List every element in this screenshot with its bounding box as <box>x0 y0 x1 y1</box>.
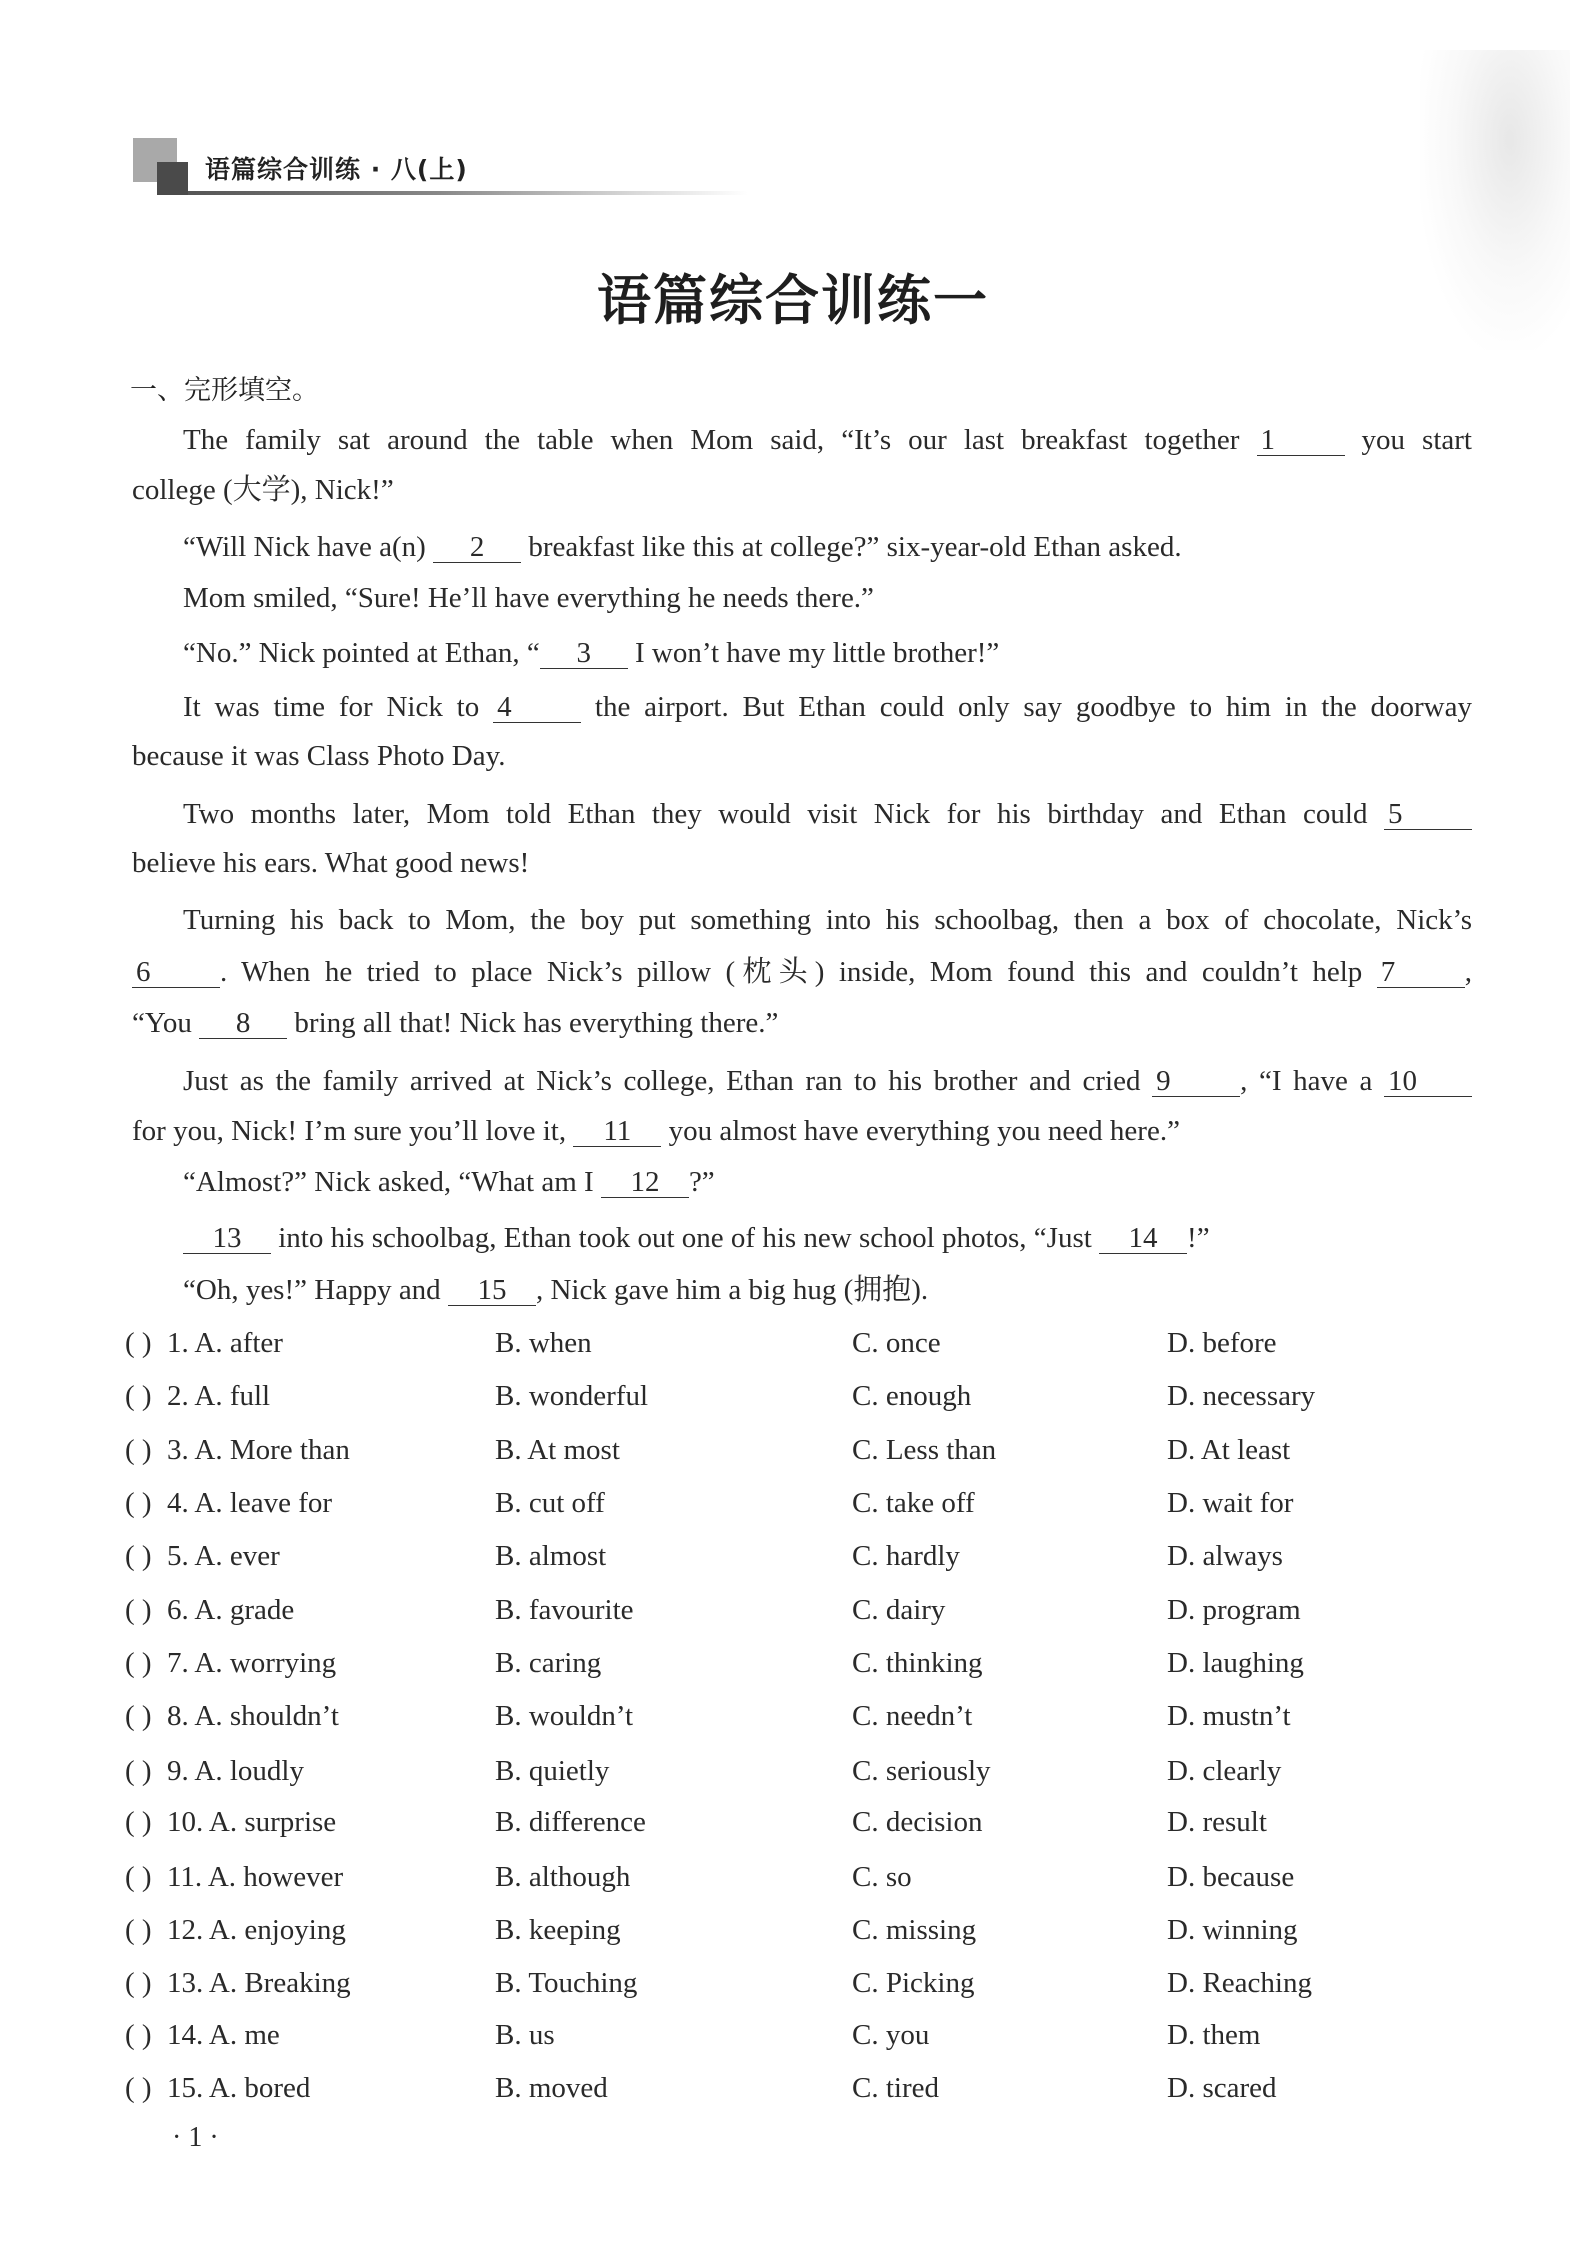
passage-text: . When he tried to place Nick’s pillow (枕头) inside, Mom found this and couldn’t help <box>220 956 1377 988</box>
option-a[interactable]: 10. A. surprise <box>167 1806 337 1838</box>
answer-paren[interactable]: ( ) <box>125 2019 152 2051</box>
option-d[interactable]: D. winning <box>1167 1914 1298 1946</box>
question-row <box>125 1592 1425 1628</box>
question-row <box>125 1965 1425 2001</box>
passage-text: It was time for Nick to <box>183 691 494 723</box>
option-a[interactable]: 13. A. Breaking <box>167 1967 351 1999</box>
passage-text: “Oh, yes!” Happy and <box>183 1274 448 1306</box>
option-b[interactable]: B. difference <box>495 1806 646 1838</box>
passage-text: believe his ears. What good news! <box>132 847 530 879</box>
header-rule <box>188 191 748 195</box>
answer-blank[interactable]: 13 <box>183 1223 271 1254</box>
option-a[interactable]: 2. A. full <box>167 1380 271 1412</box>
passage-line <box>132 902 1472 938</box>
answer-paren[interactable]: ( ) <box>125 1861 152 1893</box>
option-b[interactable]: B. caring <box>495 1647 602 1679</box>
option-a[interactable]: 6. A. grade <box>167 1594 295 1626</box>
answer-blank[interactable]: 4 <box>493 692 581 723</box>
option-c[interactable]: C. so <box>852 1861 912 1893</box>
passage-text: “Almost?” Nick asked, “What am I <box>183 1166 601 1198</box>
option-b[interactable]: B. us <box>495 2019 555 2051</box>
answer-blank[interactable]: 8 <box>199 1008 287 1039</box>
option-a[interactable]: 9. A. loudly <box>167 1755 304 1787</box>
answer-paren[interactable]: ( ) <box>125 1540 152 1572</box>
question-row <box>125 1325 1425 1361</box>
question-row <box>125 1378 1425 1414</box>
answer-blank[interactable]: 15 <box>448 1275 536 1306</box>
option-d[interactable]: D. result <box>1167 1806 1267 1838</box>
passage-text: Two months later, Mom told Ethan they would visit Nick for his birthday and Ethan could <box>183 798 1384 830</box>
option-c[interactable]: C. hardly <box>852 1540 960 1572</box>
header-square-dark <box>157 162 188 195</box>
option-d[interactable]: D. clearly <box>1167 1755 1282 1787</box>
option-d[interactable]: D. them <box>1167 2019 1261 2051</box>
option-b[interactable]: B. keeping <box>495 1914 621 1946</box>
answer-blank[interactable]: 12 <box>601 1167 689 1198</box>
answer-blank[interactable]: 9 <box>1152 1066 1240 1097</box>
answer-blank[interactable]: 14 <box>1099 1223 1187 1254</box>
passage-text: because it was Class Photo Day. <box>132 740 506 772</box>
option-a[interactable]: 3. A. More than <box>167 1434 350 1466</box>
option-b[interactable]: B. At most <box>495 1434 620 1466</box>
answer-blank[interactable]: 3 <box>540 638 628 669</box>
answer-paren[interactable]: ( ) <box>125 1380 152 1412</box>
answer-paren[interactable]: ( ) <box>125 1594 152 1626</box>
passage-line <box>132 529 1472 565</box>
passage-text: , <box>1464 956 1472 988</box>
passage-line <box>132 796 1472 832</box>
passage-text: “No.” Nick pointed at Ethan, “ <box>183 637 540 669</box>
passage-line <box>132 689 1472 725</box>
section-heading: 一、完形填空。 <box>130 375 319 406</box>
question-row <box>125 1753 1425 1789</box>
option-c[interactable]: C. decision <box>852 1806 983 1838</box>
passage-line <box>132 738 1472 774</box>
option-c[interactable]: C. seriously <box>852 1755 991 1787</box>
question-row <box>125 1485 1425 1521</box>
option-d[interactable]: D. because <box>1167 1861 1295 1893</box>
passage-line <box>132 1164 1472 1200</box>
question-row <box>125 1645 1425 1681</box>
answer-blank[interactable]: 2 <box>433 532 521 563</box>
passage-text: bring all that! Nick has everything there.” <box>287 1007 779 1039</box>
option-d[interactable]: D. wait for <box>1167 1487 1294 1519</box>
option-c[interactable]: C. take off <box>852 1487 975 1519</box>
option-a[interactable]: 12. A. enjoying <box>167 1914 346 1946</box>
option-a[interactable]: 4. A. leave for <box>167 1487 333 1519</box>
passage-line <box>132 954 1472 990</box>
question-row <box>125 1698 1425 1734</box>
option-b[interactable]: B. when <box>495 1327 592 1359</box>
answer-blank[interactable]: 10 <box>1384 1066 1472 1097</box>
option-d[interactable]: D. Reaching <box>1167 1967 1312 1999</box>
answer-paren[interactable]: ( ) <box>125 1647 152 1679</box>
answer-paren[interactable]: ( ) <box>125 1914 152 1946</box>
option-a[interactable]: 14. A. me <box>167 2019 280 2051</box>
passage-text: into his schoolbag, Ethan took out one of his new school photos, “Just <box>271 1222 1100 1254</box>
answer-paren[interactable]: ( ) <box>125 1755 152 1787</box>
question-row <box>125 1432 1425 1468</box>
answer-blank[interactable]: 11 <box>573 1116 661 1147</box>
option-d[interactable]: D. program <box>1167 1594 1301 1626</box>
passage-line <box>132 845 1472 881</box>
option-b[interactable]: B. almost <box>495 1540 607 1572</box>
option-a[interactable]: 8. A. shouldn’t <box>167 1700 339 1732</box>
option-b[interactable]: B. wouldn’t <box>495 1700 634 1732</box>
option-d[interactable]: D. At least <box>1167 1434 1291 1466</box>
option-c[interactable]: C. thinking <box>852 1647 983 1679</box>
answer-paren[interactable]: ( ) <box>125 1327 152 1359</box>
passage-text: “You <box>132 1007 200 1039</box>
option-b[interactable]: B. Touching <box>495 1967 638 1999</box>
answer-paren[interactable]: ( ) <box>125 1487 152 1519</box>
option-d[interactable]: D. scared <box>1167 2072 1277 2104</box>
option-c[interactable]: C. Picking <box>852 1967 975 1999</box>
question-row <box>125 1804 1425 1840</box>
passage-text: for you, Nick! I’m sure you’ll love it, <box>132 1115 574 1147</box>
option-c[interactable]: C. dairy <box>852 1594 946 1626</box>
page-number: · 1 · <box>172 2122 219 2153</box>
passage-text: I won’t have my little brother!” <box>627 637 1000 669</box>
passage-text: !” <box>1187 1222 1210 1254</box>
answer-blank[interactable]: 1 <box>1257 425 1345 456</box>
option-b[interactable]: B. although <box>495 1861 631 1893</box>
passage-text: you start <box>1344 424 1472 456</box>
passage-text: the airport. But Ethan could only say goodbye to him in the doorway <box>581 691 1472 723</box>
answer-paren[interactable]: ( ) <box>125 1806 152 1838</box>
option-b[interactable]: B. moved <box>495 2072 608 2104</box>
option-b[interactable]: B. favourite <box>495 1594 634 1626</box>
answer-paren[interactable]: ( ) <box>125 1967 152 1999</box>
passage-text: Turning his back to Mom, the boy put something into his schoolbag, then a box of chocolate, Nick’s <box>183 904 1472 936</box>
passage-text: breakfast like this at college?” six-year-old Ethan asked. <box>521 531 1182 563</box>
passage-text: “Will Nick have a(n) <box>183 531 434 563</box>
answer-paren[interactable]: ( ) <box>125 2072 152 2104</box>
passage-line <box>132 1005 1472 1041</box>
option-b[interactable]: B. cut off <box>495 1487 605 1519</box>
passage-line <box>132 580 1472 616</box>
question-row <box>125 1538 1425 1574</box>
page-title: 语篇综合训练一 <box>597 268 989 332</box>
question-row <box>125 1912 1425 1948</box>
passage-line <box>132 472 1472 508</box>
option-c[interactable]: C. missing <box>852 1914 977 1946</box>
option-d[interactable]: D. always <box>1167 1540 1283 1572</box>
answer-paren[interactable]: ( ) <box>125 1434 152 1466</box>
passage-line <box>132 1272 1472 1308</box>
option-a[interactable]: 11. A. however <box>167 1861 344 1893</box>
option-c[interactable]: C. tired <box>852 2072 939 2104</box>
option-b[interactable]: B. quietly <box>495 1755 610 1787</box>
answer-blank[interactable]: 5 <box>1384 799 1472 830</box>
option-a[interactable]: 5. A. ever <box>167 1540 280 1572</box>
passage-text: , “I have a <box>1240 1065 1384 1097</box>
question-row <box>125 2017 1425 2053</box>
option-c[interactable]: C. enough <box>852 1380 972 1412</box>
option-a[interactable]: 1. A. after <box>167 1327 283 1359</box>
answer-blank[interactable]: 7 <box>1377 957 1465 988</box>
passage-line <box>132 1063 1472 1099</box>
running-title: 语篇综合训练 · 八(上) <box>205 155 468 184</box>
passage-text: Mom smiled, “Sure! He’ll have everything he needs there.” <box>183 582 874 614</box>
answer-paren[interactable]: ( ) <box>125 1700 152 1732</box>
passage-text: you almost have everything you need here.” <box>661 1115 1180 1147</box>
passage-line <box>132 635 1472 671</box>
option-a[interactable]: 7. A. worrying <box>167 1647 337 1679</box>
passage-text: ?” <box>688 1166 715 1198</box>
passage-text: , Nick gave him a big hug (拥抱). <box>535 1274 929 1306</box>
option-c[interactable]: C. needn’t <box>852 1700 973 1732</box>
option-d[interactable]: D. laughing <box>1167 1647 1304 1679</box>
passage-line <box>132 1220 1472 1256</box>
option-d[interactable]: D. mustn’t <box>1167 1700 1291 1732</box>
option-d[interactable]: D. before <box>1167 1327 1277 1359</box>
question-row <box>125 1859 1425 1895</box>
option-a[interactable]: 15. A. bored <box>167 2072 311 2104</box>
passage-text: The family sat around the table when Mom said, “It’s our last breakfast together <box>183 424 1257 456</box>
option-b[interactable]: B. wonderful <box>495 1380 649 1412</box>
question-row <box>125 2070 1425 2106</box>
option-c[interactable]: C. Less than <box>852 1434 997 1466</box>
passage-line <box>132 422 1472 458</box>
passage-line <box>132 1113 1472 1149</box>
answer-blank[interactable]: 6 <box>132 957 220 988</box>
option-d[interactable]: D. necessary <box>1167 1380 1316 1412</box>
passage-text: college (大学), Nick!” <box>132 474 394 506</box>
option-c[interactable]: C. once <box>852 1327 941 1359</box>
passage-text: Just as the family arrived at Nick’s college, Ethan ran to his brother and cried <box>183 1065 1153 1097</box>
option-c[interactable]: C. you <box>852 2019 930 2051</box>
